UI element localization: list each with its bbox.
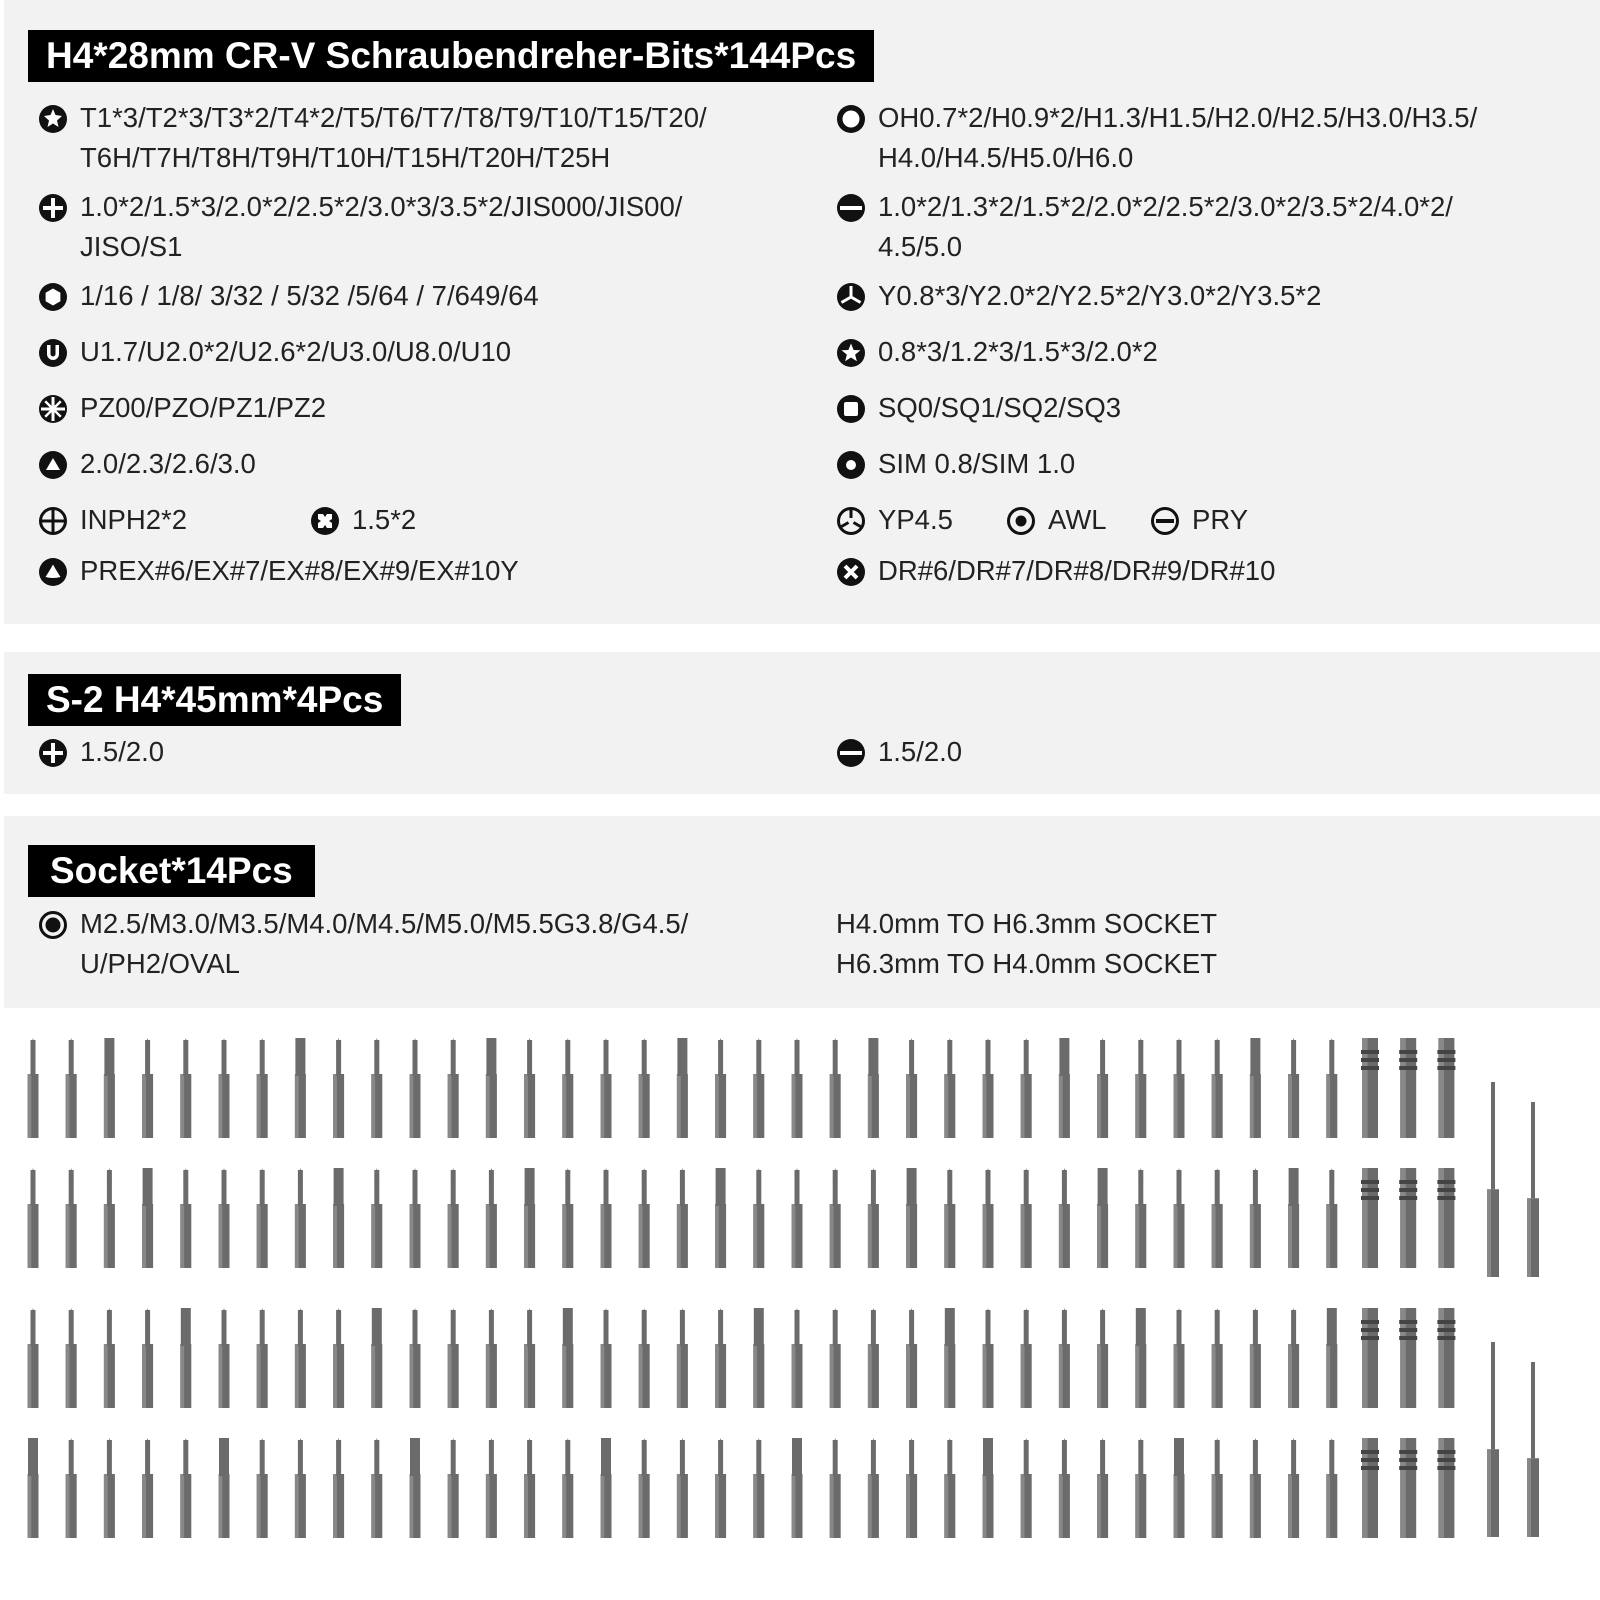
screwdriver-bit [1399,1168,1417,1268]
screwdriver-bit [753,1168,764,1268]
screwdriver-bit [295,1308,306,1408]
screwdriver-bit [1135,1438,1146,1538]
screwdriver-bit [1361,1438,1379,1538]
screwdriver-bit [371,1038,382,1138]
screwdriver-bit [562,1038,573,1138]
screwdriver-bit [792,1308,803,1408]
screwdriver-bit [1250,1438,1261,1538]
screwdriver-bit [371,1438,382,1538]
screwdriver-bit [868,1308,879,1408]
screwdriver-bit [1059,1038,1070,1138]
long-bit [1527,1102,1539,1277]
screwdriver-bit [1059,1168,1070,1268]
socket-section: Socket*14Pcs M2.5/M3.0/M3.5/M4.0/M4.5/M5.0/M5.5G3.8/G4.5/ U/PH2/OVAL H4.0mm TO H6.3mm SOCKET H6.3mm TO H4.0mm SOCKET [4,816,1600,1008]
screwdriver-bit [983,1438,994,1538]
screwdriver-bit [830,1168,841,1268]
screwdriver-bit [1288,1168,1299,1268]
star-icon [836,338,866,368]
cross-square-icon [310,506,340,536]
screwdriver-bit [1361,1308,1379,1408]
pry-icon [1150,506,1180,536]
screwdriver-bit [524,1308,535,1408]
screwdriver-bit [639,1438,650,1538]
screwdriver-bit [333,1168,344,1268]
screwdriver-bit [180,1168,191,1268]
screwdriver-bit [753,1308,764,1408]
screwdriver-bit [562,1168,573,1268]
screwdriver-bit [983,1308,994,1408]
screwdriver-bit [1437,1038,1455,1138]
screwdriver-bit [1288,1038,1299,1138]
hex-inch-icon [38,282,68,312]
screwdriver-bit [219,1168,230,1268]
hex-icon [836,104,866,134]
screwdriver-bit [448,1438,459,1538]
screwdriver-bit [944,1168,955,1268]
screwdriver-bit [1097,1038,1108,1138]
yp-icon [836,506,866,536]
screwdriver-bit [410,1308,421,1408]
screwdriver-bit [601,1168,612,1268]
screwdriver-bit [1399,1308,1417,1408]
screwdriver-bit [142,1038,153,1138]
screwdriver-bit [104,1308,115,1408]
screwdriver-bit [66,1168,77,1268]
screwdriver-bit [906,1438,917,1538]
screwdriver-bit [180,1308,191,1408]
screwdriver-bit [1135,1038,1146,1138]
screwdriver-bit [1212,1038,1223,1138]
screwdriver-bit [180,1038,191,1138]
square-icon [836,394,866,424]
screwdriver-bit [677,1438,688,1538]
screwdriver-bit [219,1308,230,1408]
screwdriver-bit [333,1038,344,1138]
awl-icon [1006,506,1036,536]
bits-section-title: H4*28mm CR-V Schraubendreher-Bits*144Pcs [28,30,874,82]
screwdriver-bit [677,1168,688,1268]
screwdriver-bit [1021,1308,1032,1408]
socket-section-title: Socket*14Pcs [28,845,315,897]
screwdriver-bit [1021,1438,1032,1538]
screwdriver-bit [868,1168,879,1268]
screwdriver-bit [677,1038,688,1138]
screwdriver-bit [142,1438,153,1538]
screwdriver-bit [524,1168,535,1268]
screwdriver-bit [295,1038,306,1138]
screwdriver-bit [66,1308,77,1408]
screwdriver-bit [1250,1038,1261,1138]
screwdriver-bit [1326,1438,1337,1538]
screwdriver-bit [562,1438,573,1538]
screwdriver-bit [1174,1038,1185,1138]
inph-icon [38,506,68,536]
screwdriver-bit [639,1038,650,1138]
screwdriver-bit [410,1168,421,1268]
screwdriver-bit [1059,1308,1070,1408]
screwdriver-bit [1174,1438,1185,1538]
screwdriver-bit [1250,1168,1261,1268]
screwdriver-bit [104,1168,115,1268]
screwdriver-bit [28,1038,39,1138]
screwdriver-bit [66,1438,77,1538]
screwdriver-bit [257,1168,268,1268]
s2-section-title: S-2 H4*45mm*4Pcs [28,674,401,726]
socket-adapter-line-2: H6.3mm TO H4.0mm SOCKET [836,948,1217,979]
screwdriver-bit [1288,1438,1299,1538]
screwdriver-bit [1326,1168,1337,1268]
screwdriver-bit [333,1438,344,1538]
screwdriver-bit [1212,1308,1223,1408]
screwdriver-bit [906,1168,917,1268]
screwdriver-bit [601,1038,612,1138]
sim-icon [836,450,866,480]
screwdriver-bit [448,1168,459,1268]
screwdriver-bit [1399,1438,1417,1538]
screwdriver-bit [104,1438,115,1538]
screwdriver-bit [601,1308,612,1408]
screwdriver-bit [486,1168,497,1268]
screwdriver-bit [944,1038,955,1138]
screwdriver-bit [333,1308,344,1408]
screwdriver-bit [410,1438,421,1538]
screwdriver-bit [1174,1168,1185,1268]
phillips-icon [38,738,68,768]
screwdriver-bit [1361,1038,1379,1138]
screwdriver-bit [1326,1038,1337,1138]
screwdriver-bit [830,1038,841,1138]
torx-icon [38,104,68,134]
screwdriver-bit [753,1038,764,1138]
dr-icon [836,557,866,587]
screwdriver-bit [257,1038,268,1138]
screwdriver-bit [715,1168,726,1268]
screwdriver-bit [1212,1438,1223,1538]
pentalobe-icon [38,557,68,587]
screwdriver-bit [792,1038,803,1138]
screwdriver-bit [524,1438,535,1538]
bits-illustration [0,1030,1600,1600]
screwdriver-bit [28,1168,39,1268]
screwdriver-bit [562,1308,573,1408]
screwdriver-bit [906,1038,917,1138]
screwdriver-bit [142,1308,153,1408]
screwdriver-bit [104,1038,115,1138]
screwdriver-bit [677,1308,688,1408]
socket-icon [38,910,68,940]
s2-section: S-2 H4*45mm*4Pcs 1.5/2.0 1.5/2.0 [4,652,1600,794]
screwdriver-bit [1174,1308,1185,1408]
screwdriver-bit [486,1308,497,1408]
screwdriver-bit [868,1038,879,1138]
screwdriver-bit [753,1438,764,1538]
screwdriver-bit [983,1168,994,1268]
screwdriver-bit [715,1038,726,1138]
screwdriver-bit [1021,1038,1032,1138]
screwdriver-bit [257,1438,268,1538]
screwdriver-bit [1288,1308,1299,1408]
screwdriver-bit [448,1308,459,1408]
screwdriver-bit [1097,1308,1108,1408]
screwdriver-bit [295,1168,306,1268]
screwdriver-bit [28,1438,39,1538]
screwdriver-bit [792,1168,803,1268]
phillips-icon [38,193,68,223]
triangle-icon [38,450,68,480]
screwdriver-bit [1097,1168,1108,1268]
screwdriver-bit [792,1438,803,1538]
screwdriver-bit [1097,1438,1108,1538]
screwdriver-bit [1021,1168,1032,1268]
screwdriver-bit [830,1438,841,1538]
screwdriver-bit [715,1308,726,1408]
screwdriver-bit [1135,1308,1146,1408]
screwdriver-bit [448,1038,459,1138]
long-bit [1527,1362,1539,1537]
screwdriver-bit [28,1308,39,1408]
screwdriver-bit [486,1038,497,1138]
screwdriver-bit [983,1038,994,1138]
bits-section: H4*28mm CR-V Schraubendreher-Bits*144Pcs T1*3/T2*3/T3*2/T4*2/T5/T6/T7/T8/T9/T10/T15/T20/ T6H/T7H/T8H/T9H/T10H/T15H/T20H/T25H 1.0*2/1.5*3/2.0*2/2.5*2/3.0*3/3.5*2/JIS000/JIS00/ JISO/S1 1/16 / 1/8/ 3/32 / 5/32 /5/64 / 7/649/64 U1.7/U2.0*2/U2.6*2/U3.0/U8.0/U10 PZ00/PZO/PZ1/PZ2 2.0/2.3/2.6/3.0 INPH2*2 1.5*2 PREX#6/EX#7/EX#8/EX#9/EX#10Y OH0.7*2/H0.9*2/H1.3/H1.5/H2.0/H2.5/H3.0/H3.5/ H4.0/H4.5/H5.0/H6.0 1.0*2/1.3*2/1.5*2/2.0*2/2.5*2/3.0*2/3.5*2/4.0*2/ 4.5/5.0 Y0.8*3/Y2.0*2/Y2.5*2/Y3.0*2/Y3.5*2 0.8*3/1.2*3/1.5*3/2.0*2 SQ0/SQ1/SQ2/SQ3 SIM 0.8/SIM 1.0 YP4.5 AWL PRY DR#6/DR#7/DR#8/DR#9/DR#10 [4,0,1600,624]
screwdriver-bit [906,1308,917,1408]
screwdriver-bit [1361,1168,1379,1268]
screwdriver-bit [486,1438,497,1538]
screwdriver-bit [257,1308,268,1408]
screwdriver-bit [410,1038,421,1138]
slotted-icon [836,193,866,223]
screwdriver-bit [1399,1038,1417,1138]
screwdriver-bit [295,1438,306,1538]
screwdriver-bit [1437,1308,1455,1408]
screwdriver-bit [1326,1308,1337,1408]
screwdriver-bit [1437,1168,1455,1268]
screwdriver-bit [715,1438,726,1538]
screwdriver-bit [66,1038,77,1138]
screwdriver-bit [371,1168,382,1268]
screwdriver-bit [1059,1438,1070,1538]
screwdriver-bit [142,1168,153,1268]
u-shape-icon [38,338,68,368]
screwdriver-bit [180,1438,191,1538]
screwdriver-bit [1135,1168,1146,1268]
screwdriver-bit [944,1438,955,1538]
screwdriver-bit [219,1438,230,1538]
screwdriver-bit [219,1038,230,1138]
screwdriver-bit [639,1308,650,1408]
screwdriver-bit [601,1438,612,1538]
tri-wing-icon [836,282,866,312]
screwdriver-bit [830,1308,841,1408]
screwdriver-bit [1212,1168,1223,1268]
screwdriver-bit [868,1438,879,1538]
pozidriv-icon [38,394,68,424]
screwdriver-bit [1437,1438,1455,1538]
socket-adapter-line-1: H4.0mm TO H6.3mm SOCKET [836,908,1217,939]
screwdriver-bit [639,1168,650,1268]
screwdriver-bit [371,1308,382,1408]
screwdriver-bit [524,1038,535,1138]
slotted-icon [836,738,866,768]
screwdriver-bit [944,1308,955,1408]
long-bit [1487,1082,1499,1277]
long-bit [1487,1342,1499,1537]
screwdriver-bit [1250,1308,1261,1408]
